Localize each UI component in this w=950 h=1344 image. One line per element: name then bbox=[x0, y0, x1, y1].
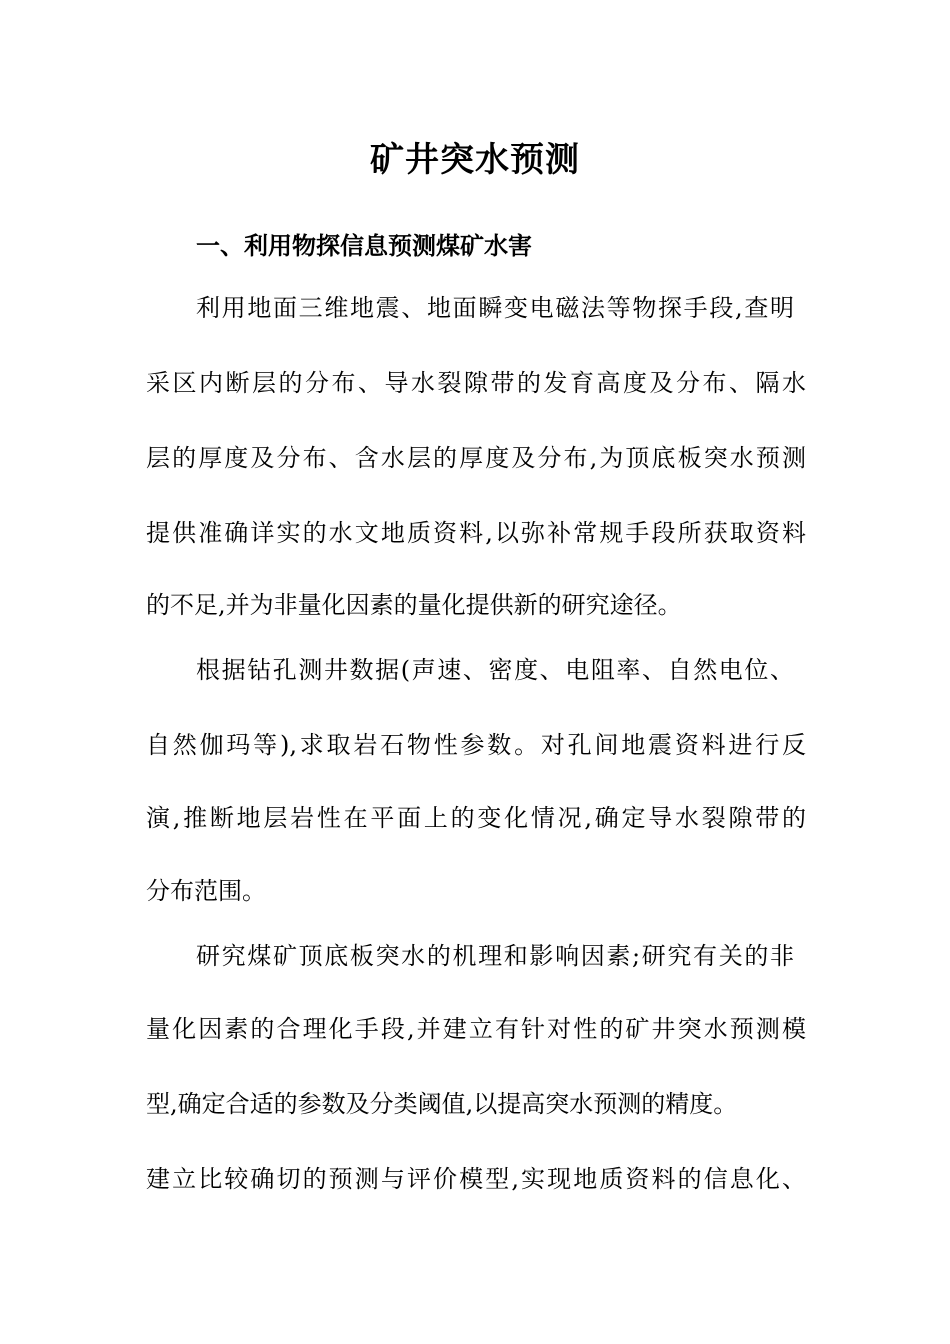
paragraph-line: 利用地面三维地震、地面瞬变电磁法等物探手段,查明 bbox=[196, 294, 794, 322]
paragraph-line: 建立比较确切的预测与评价模型,实现地质资料的信息化、 bbox=[146, 1165, 806, 1193]
paragraph-line: 的不足,并为非量化因素的量化提供新的研究途径。 bbox=[146, 591, 682, 619]
paragraph-line: 研究煤矿顶底板突水的机理和影响因素;研究有关的非 bbox=[196, 942, 794, 970]
paragraph-line: 演,推断地层岩性在平面上的变化情况,确定导水裂隙带的 bbox=[146, 804, 806, 832]
paragraph-line: 根据钻孔测井数据(声速、密度、电阻率、自然电位、 bbox=[196, 656, 794, 684]
paragraph-line: 量化因素的合理化手段,并建立有针对性的矿井突水预测模 bbox=[146, 1015, 806, 1043]
paragraph-line: 采区内断层的分布、导水裂隙带的发育高度及分布、隔水 bbox=[146, 369, 806, 397]
paragraph-line: 分布范围。 bbox=[146, 877, 266, 905]
paragraph-line: 提供准确详实的水文地质资料,以弥补常规手段所获取资料 bbox=[146, 519, 806, 547]
paragraph-line: 自然伽玛等),求取岩石物性参数。对孔间地震资料进行反 bbox=[146, 731, 806, 759]
document-title: 矿井突水预测 bbox=[370, 140, 580, 180]
section-heading: 一、利用物探信息预测煤矿水害 bbox=[196, 232, 532, 260]
paragraph-line: 型,确定合适的参数及分类阈值,以提高突水预测的精度。 bbox=[146, 1090, 738, 1118]
paragraph-line: 层的厚度及分布、含水层的厚度及分布,为顶底板突水预测 bbox=[146, 444, 806, 472]
